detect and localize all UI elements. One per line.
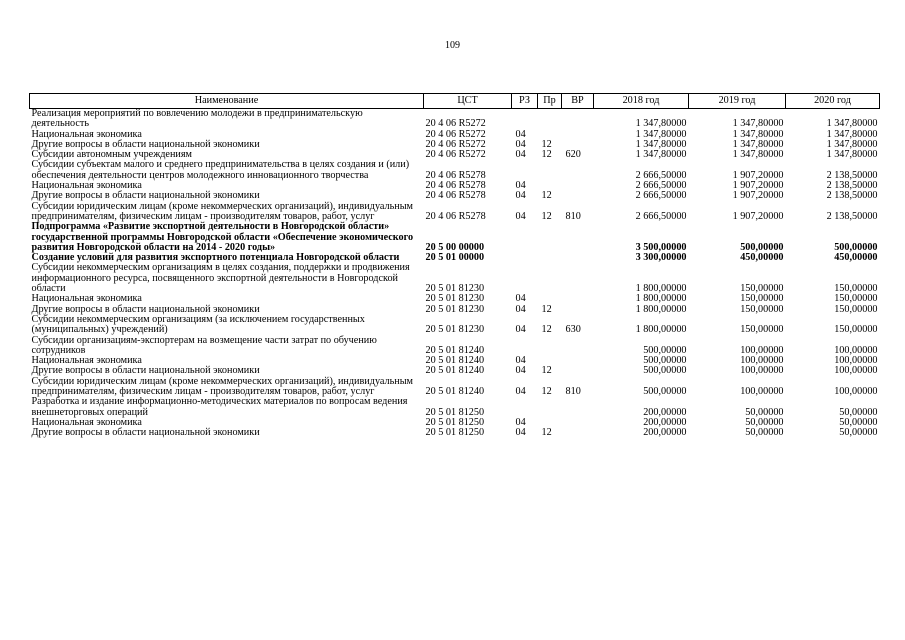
cell-vr <box>562 356 594 366</box>
cell-cst: 20 5 01 81240 <box>425 344 485 356</box>
cell-pr: 12 <box>541 210 552 222</box>
cell-vr <box>562 109 594 130</box>
cell-pr: 12 <box>541 365 552 377</box>
cell-vr <box>562 191 594 201</box>
header-name: Наименование <box>30 94 424 109</box>
cell-name: Национальная экономика <box>31 355 142 367</box>
cell-2019: 150,00000 <box>740 283 784 295</box>
cell-vr <box>562 181 594 191</box>
cell-name: Субсидии субъектам малого и среднего предпринимательства в целях создания и (или) обеспечения деятельности центров молодежного инновационного творчества <box>31 159 410 181</box>
cell-vr <box>562 366 594 376</box>
cell-cst: 20 4 06 R5272 <box>425 128 486 140</box>
cell-name: Субсидии автономным учреждениям <box>31 149 192 161</box>
cell-vr: 810 <box>565 210 581 222</box>
cell-cst: 20 4 06 R5272 <box>425 149 486 161</box>
cell-2020: 150,00000 <box>834 293 878 305</box>
table-row <box>30 428 880 438</box>
cell-cst: 20 5 01 81230 <box>425 303 485 315</box>
header-rz: РЗ <box>512 94 538 109</box>
cell-2019: 100,00000 <box>740 355 784 367</box>
cell-pr <box>538 109 562 130</box>
cell-pr <box>538 253 562 263</box>
cell-name: Субсидии некоммерческим организациям в целях создания, поддержки и продвижения информационного ресурса, посвященного экспортной деятельности в Новгородской области <box>31 262 410 295</box>
cell-cst: 20 5 01 81230 <box>425 283 485 295</box>
cell-cst: 20 5 01 81230 <box>425 324 485 336</box>
cell-2020: 50,00000 <box>839 427 878 439</box>
cell-name: Национальная экономика <box>31 416 142 428</box>
cell-2020: 1 347,80000 <box>826 118 878 130</box>
cell-2020: 1 347,80000 <box>826 138 878 150</box>
cell-2018: 500,00000 <box>643 344 687 356</box>
cell-pr <box>538 222 562 253</box>
cell-name: Другие вопросы в области национальной экономики <box>31 365 260 377</box>
table-row <box>30 263 880 294</box>
cell-2019: 50,00000 <box>745 406 784 418</box>
cell-name: Другие вопросы в области национальной экономики <box>31 303 260 315</box>
cell-2018: 1 800,00000 <box>635 283 687 295</box>
cell-rz <box>512 160 538 181</box>
header-cst: ЦСТ <box>424 94 512 109</box>
cell-rz: 04 <box>515 427 526 439</box>
cell-2018: 1 347,80000 <box>635 138 687 150</box>
cell-vr <box>562 294 594 304</box>
cell-2020: 150,00000 <box>834 303 878 315</box>
cell-cst: 20 4 06 R5278 <box>425 190 486 202</box>
cell-rz: 04 <box>515 293 526 305</box>
cell-2018: 2 666,50000 <box>635 180 687 192</box>
cell-2020: 100,00000 <box>834 344 878 356</box>
cell-rz: 04 <box>515 355 526 367</box>
header-2019: 2019 год <box>689 94 786 109</box>
cell-vr <box>562 253 594 263</box>
cell-2020: 450,00000 <box>834 252 878 264</box>
cell-rz: 04 <box>515 149 526 161</box>
cell-cst: 20 5 01 81240 <box>425 355 485 367</box>
cell-2020: 500,00000 <box>834 241 878 253</box>
cell-rz <box>512 109 538 130</box>
cell-2020: 2 138,50000 <box>826 180 878 192</box>
cell-rz: 04 <box>515 190 526 202</box>
cell-2019: 50,00000 <box>745 427 784 439</box>
header-row <box>30 94 880 109</box>
cell-rz: 04 <box>515 128 526 140</box>
cell-2019: 150,00000 <box>740 293 784 305</box>
cell-2018: 500,00000 <box>643 365 687 377</box>
cell-cst: 20 5 01 81230 <box>425 293 485 305</box>
cell-2020: 50,00000 <box>839 416 878 428</box>
cell-2020: 2 138,50000 <box>826 210 878 222</box>
cell-2018: 200,00000 <box>643 416 687 428</box>
cell-2019: 1 347,80000 <box>732 149 784 161</box>
cell-rz: 04 <box>515 324 526 336</box>
cell-rz: 04 <box>515 180 526 192</box>
page-number: 109 <box>445 40 460 51</box>
cell-vr: 620 <box>565 149 581 161</box>
cell-pr: 12 <box>541 427 552 439</box>
cell-2020: 2 138,50000 <box>826 190 878 202</box>
cell-pr: 12 <box>541 190 552 202</box>
cell-vr <box>562 397 594 418</box>
cell-rz <box>512 263 538 294</box>
cell-2020: 100,00000 <box>834 386 878 398</box>
cell-2018: 1 800,00000 <box>635 303 687 315</box>
cell-2019: 1 347,80000 <box>732 138 784 150</box>
table-row <box>30 377 880 398</box>
cell-vr <box>562 160 594 181</box>
cell-2018: 500,00000 <box>643 386 687 398</box>
cell-rz <box>512 222 538 253</box>
cell-vr <box>562 305 594 315</box>
cell-cst: 20 5 01 81250 <box>425 427 485 439</box>
cell-name: Национальная экономика <box>31 293 142 305</box>
cell-name: Создание условий для развития экспортного потенциала Новгородской области <box>31 252 400 264</box>
cell-rz: 04 <box>515 138 526 150</box>
cell-2020: 1 347,80000 <box>826 149 878 161</box>
cell-2018: 2 666,50000 <box>635 169 687 181</box>
cell-cst: 20 5 01 81250 <box>425 416 485 428</box>
cell-2018: 1 347,80000 <box>635 118 687 130</box>
budget-table <box>29 93 880 439</box>
cell-2020: 150,00000 <box>834 283 878 295</box>
cell-vr <box>562 130 594 140</box>
cell-2018: 200,00000 <box>643 427 687 439</box>
cell-rz <box>512 336 538 357</box>
table-row <box>30 160 880 181</box>
cell-pr: 12 <box>541 149 552 161</box>
header-2020: 2020 год <box>786 94 880 109</box>
cell-2019: 1 907,20000 <box>732 169 784 181</box>
cell-vr <box>562 222 594 253</box>
cell-2018: 1 800,00000 <box>635 324 687 336</box>
cell-rz: 04 <box>515 386 526 398</box>
cell-name: Разработка и издание информационно-методических материалов по вопросам ведения внешнеторговых операций <box>31 396 408 418</box>
cell-2019: 100,00000 <box>740 365 784 377</box>
cell-rz: 04 <box>515 303 526 315</box>
cell-name: Национальная экономика <box>31 180 142 192</box>
cell-pr: 12 <box>541 324 552 336</box>
cell-name: Субсидии организациям-экспортерам на возмещение части затрат по обучению сотрудников <box>31 334 377 356</box>
cell-2019: 1 907,20000 <box>732 180 784 192</box>
cell-2019: 100,00000 <box>740 386 784 398</box>
cell-rz <box>512 253 538 263</box>
table-row <box>30 315 880 336</box>
cell-2018: 500,00000 <box>643 355 687 367</box>
cell-2018: 200,00000 <box>643 406 687 418</box>
cell-pr <box>538 336 562 357</box>
cell-name: Подпрограмма «Развитие экспортной деятельности в Новгородской области» государственной программы Новгородской области «Обеспечение экономического развития Новгородской области на 2014 - 2020 годы» <box>31 221 414 253</box>
header-pr: Пр <box>538 94 562 109</box>
cell-cst: 20 5 01 00000 <box>425 252 485 264</box>
cell-name: Субсидии некоммерческим организациям (за исключением государственных (муниципальных) учреждений) <box>31 313 365 336</box>
table-body <box>30 109 880 439</box>
cell-cst: 20 4 06 R5278 <box>425 180 486 192</box>
cell-2019: 1 347,80000 <box>732 128 784 140</box>
cell-2018: 1 347,80000 <box>635 128 687 140</box>
cell-2019: 150,00000 <box>740 303 784 315</box>
cell-vr <box>562 263 594 294</box>
cell-pr <box>538 160 562 181</box>
cell-2020: 100,00000 <box>834 355 878 367</box>
cell-2018: 1 347,80000 <box>635 149 687 161</box>
cell-2019: 100,00000 <box>740 344 784 356</box>
cell-2020: 2 138,50000 <box>826 169 878 181</box>
table-row <box>30 222 880 253</box>
cell-cst: 20 5 01 81250 <box>425 406 485 418</box>
cell-name: Реализация мероприятий по вовлечению молодежи в предпринимательскую деятельность <box>31 108 363 130</box>
cell-rz: 04 <box>515 210 526 222</box>
cell-cst: 20 5 00 00000 <box>425 241 485 253</box>
cell-rz: 04 <box>515 365 526 377</box>
cell-2019: 1 907,20000 <box>732 190 784 202</box>
cell-cst: 20 4 06 R5278 <box>425 169 486 181</box>
cell-name: Национальная экономика <box>31 128 142 140</box>
cell-2020: 150,00000 <box>834 324 878 336</box>
cell-pr <box>538 263 562 294</box>
cell-2019: 1 907,20000 <box>732 210 784 222</box>
cell-vr <box>562 428 594 438</box>
cell-name: Другие вопросы в области национальной экономики <box>31 190 260 202</box>
cell-2020: 100,00000 <box>834 365 878 377</box>
cell-pr: 12 <box>541 138 552 150</box>
cell-2020: 50,00000 <box>839 406 878 418</box>
table-row <box>30 202 880 223</box>
cell-cst: 20 4 06 R5278 <box>425 210 486 222</box>
cell-cst: 20 5 01 81240 <box>425 365 485 377</box>
cell-vr <box>562 336 594 357</box>
cell-2019: 500,00000 <box>740 241 784 253</box>
cell-cst: 20 5 01 81240 <box>425 386 485 398</box>
cell-pr: 12 <box>541 386 552 398</box>
cell-2019: 450,00000 <box>740 252 784 264</box>
cell-name: Другие вопросы в области национальной экономики <box>31 138 260 150</box>
cell-pr: 12 <box>541 303 552 315</box>
cell-2018: 3 300,00000 <box>635 252 687 264</box>
cell-pr <box>538 397 562 418</box>
table-row <box>30 336 880 357</box>
cell-vr <box>562 418 594 428</box>
cell-2018: 2 666,50000 <box>635 210 687 222</box>
cell-rz: 04 <box>515 416 526 428</box>
cell-vr: 810 <box>565 386 581 398</box>
cell-2019: 1 347,80000 <box>732 118 784 130</box>
header-2018: 2018 год <box>594 94 689 109</box>
cell-2020: 1 347,80000 <box>826 128 878 140</box>
cell-2018: 1 800,00000 <box>635 293 687 305</box>
cell-cst: 20 4 06 R5272 <box>425 118 486 130</box>
cell-2018: 3 500,00000 <box>635 241 687 253</box>
cell-2018: 2 666,50000 <box>635 190 687 202</box>
cell-name: Субсидии юридическим лицам (кроме некоммерческих организаций), индивидуальным предпринимателям, физическим лицам - производителям товаров, работ, услуг <box>31 200 413 222</box>
cell-name: Другие вопросы в области национальной экономики <box>31 427 260 439</box>
cell-vr: 630 <box>565 324 581 336</box>
cell-2019: 150,00000 <box>740 324 784 336</box>
header-vr: ВР <box>562 94 594 109</box>
cell-name: Субсидии юридическим лицам (кроме некоммерческих организаций), индивидуальным предпринимателям, физическим лицам - производителям товаров, работ, услуг <box>31 375 413 398</box>
cell-2019: 50,00000 <box>745 416 784 428</box>
table-row <box>30 397 880 418</box>
cell-cst: 20 4 06 R5272 <box>425 138 486 150</box>
cell-rz <box>512 397 538 418</box>
table-row <box>30 109 880 130</box>
